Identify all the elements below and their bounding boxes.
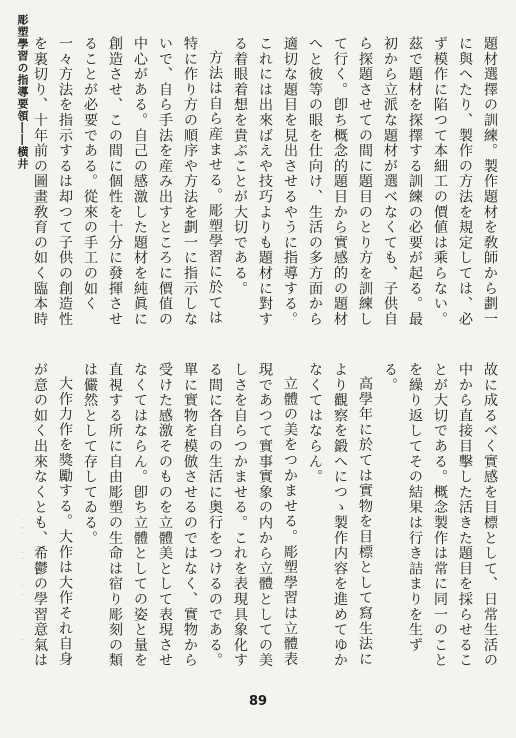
paragraph-subject-selection: 題材選擇の訓練。製作題材を敎師から劃一に與へたり、製作の方法を規定しては、必ず模作に陷つて本細工の價値は乘らない。茲で題材を探擇する訓練の必要が起る。最初から立派な題材が選べなくても、子供自ら探題させての間に題目のとり方を訓練して行く。卽ち概念的題目から實感的の題材へと彼等の眼を仕向け、生活の多方面から適切な題目を見出させるやうに指導する。これには出來ばえや技巧よりも題材に對する着眼着想を貴ぶことが大切である。 bbox=[232, 36, 498, 327]
bottom-text-block bbox=[22, 362, 502, 672]
running-head: 彫塑學習の指導要領――横井 bbox=[16, 14, 29, 170]
paragraph-method: 方法は自ら産ませる。彫塑學習に於ては特に作り方の順序や方法を劃一に指示しないで、自ら手法を産み出すところに價值の中心がある。自己の感激した題材を純眞に創造させ、この間に個性を十分に發揮させることが必要である。從來の手工の如く一々方法を指示するは却つて子供の創造性を裏切り、十年前の圖畫敎育の如く臨本時 bbox=[32, 36, 223, 327]
paragraph-upper-grades: 高學年に於ては實物を目標として寫生法により觀察を鍛へにつゝ製作内容を進めてゆかなくてはならん。 bbox=[307, 362, 373, 668]
paragraph-three-dimensional-beauty: 立體の美をつかませる。彫塑學習は立體表現であつて實事實象の内から立體としての美しさを自らつかませる。これを表現具象化する間に各自の生活に奥行をつけるのである。單に實物を模倣させるのではなく、實物から受けた感激そのものを立體美として表現させなくてはならん。卽ち立體としての姿と量を直視する所に自由彫塑の生命は宿り彫刻の類は儼然として存してゐる。 bbox=[82, 362, 298, 668]
top-text-block bbox=[32, 36, 502, 336]
paragraph-large-works: 大作力作を獎勵する。大作は大作それ自身が意の如く出來なくとも、希鬱の學習意氣は bbox=[32, 362, 73, 668]
page-number: 89 bbox=[248, 694, 268, 709]
paragraph-direct-observation: 故に成るべく實感を目標として、日常生活の中から直接目擊した活きた題目を採らせることが大切である。概念製作は常に同一のことを繰り返してその結果は行き詰まりを生ずる。 bbox=[382, 362, 498, 668]
